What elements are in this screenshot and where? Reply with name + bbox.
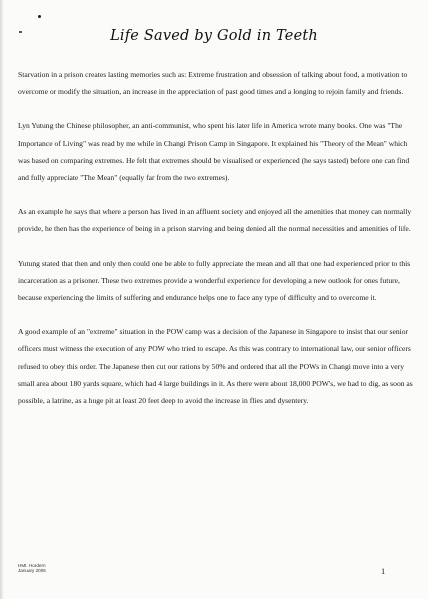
paragraph-1: Starvation in a prison creates lasting memories such as: Extreme frustration and obsession of talking about food, a motivation to overcome or modify the situation, an increase in the appreciation of past good times and a longing to rejoin family and friends. bbox=[18, 70, 408, 97]
document-body bbox=[18, 66, 418, 409]
footer-author: HMI. Hordern bbox=[18, 563, 46, 568]
scan-speck bbox=[38, 15, 41, 18]
page-number: 1 bbox=[381, 566, 386, 576]
scan-edge bbox=[0, 0, 4, 599]
paragraph-5: A good example of an "extreme" situation in the POW camp was a decision of the Japanese in Singapore to insist that our senior officers must witness the execution of any POW who tried to escape. As this was contrary to international law, our senior officers refused to obey this order. The Japanese then cut our rations by 50% and ordered that all the POWs in Changi move into a very small area about 180 yards square, which had 4 large buildings in it. As there were about 18,000 POW's, we had to dig, as soon as possible, a latrine, as a huge pit at least 20 feet deep to avoid the increase in flies and dysentery. bbox=[18, 327, 413, 406]
paragraph-2: Lyn Yutung the Chinese philosopher, an anti-communist, who spent his later life in America wrote many books. One was "The Importance of Living" was read by me while in Changi Prison Camp in Singapore. It explained his "Theory of the Mean" which was based on comparing extremes. He felt that extremes should be visualised or experienced (he says tasted) before one can find and fully appreciate "The Mean" (equally far from the two extremes). bbox=[18, 121, 410, 183]
footer-note bbox=[18, 563, 46, 574]
paragraph-3: As an example he says that where a person has lived in an affluent society and enjoyed all the amenities that money can normally provide, he then has the experience of being in a prison starving and being denied all the normal necessities and amenities of life. bbox=[18, 207, 412, 234]
footer-date: January 2005 bbox=[18, 568, 46, 574]
paragraph-4: Yutung stated that then and only then could one be able to fully appreciate the mean and all that one had experienced prior to this incarceration as a prisoner. These two extremes provide a wonderful experience for developing a new outlook for ones future, because experiencing the limits of suffering and endurance helps one to face any type of difficulty and to overcome it. bbox=[18, 258, 411, 303]
document-title: Life Saved by Gold in Teeth bbox=[110, 28, 318, 44]
